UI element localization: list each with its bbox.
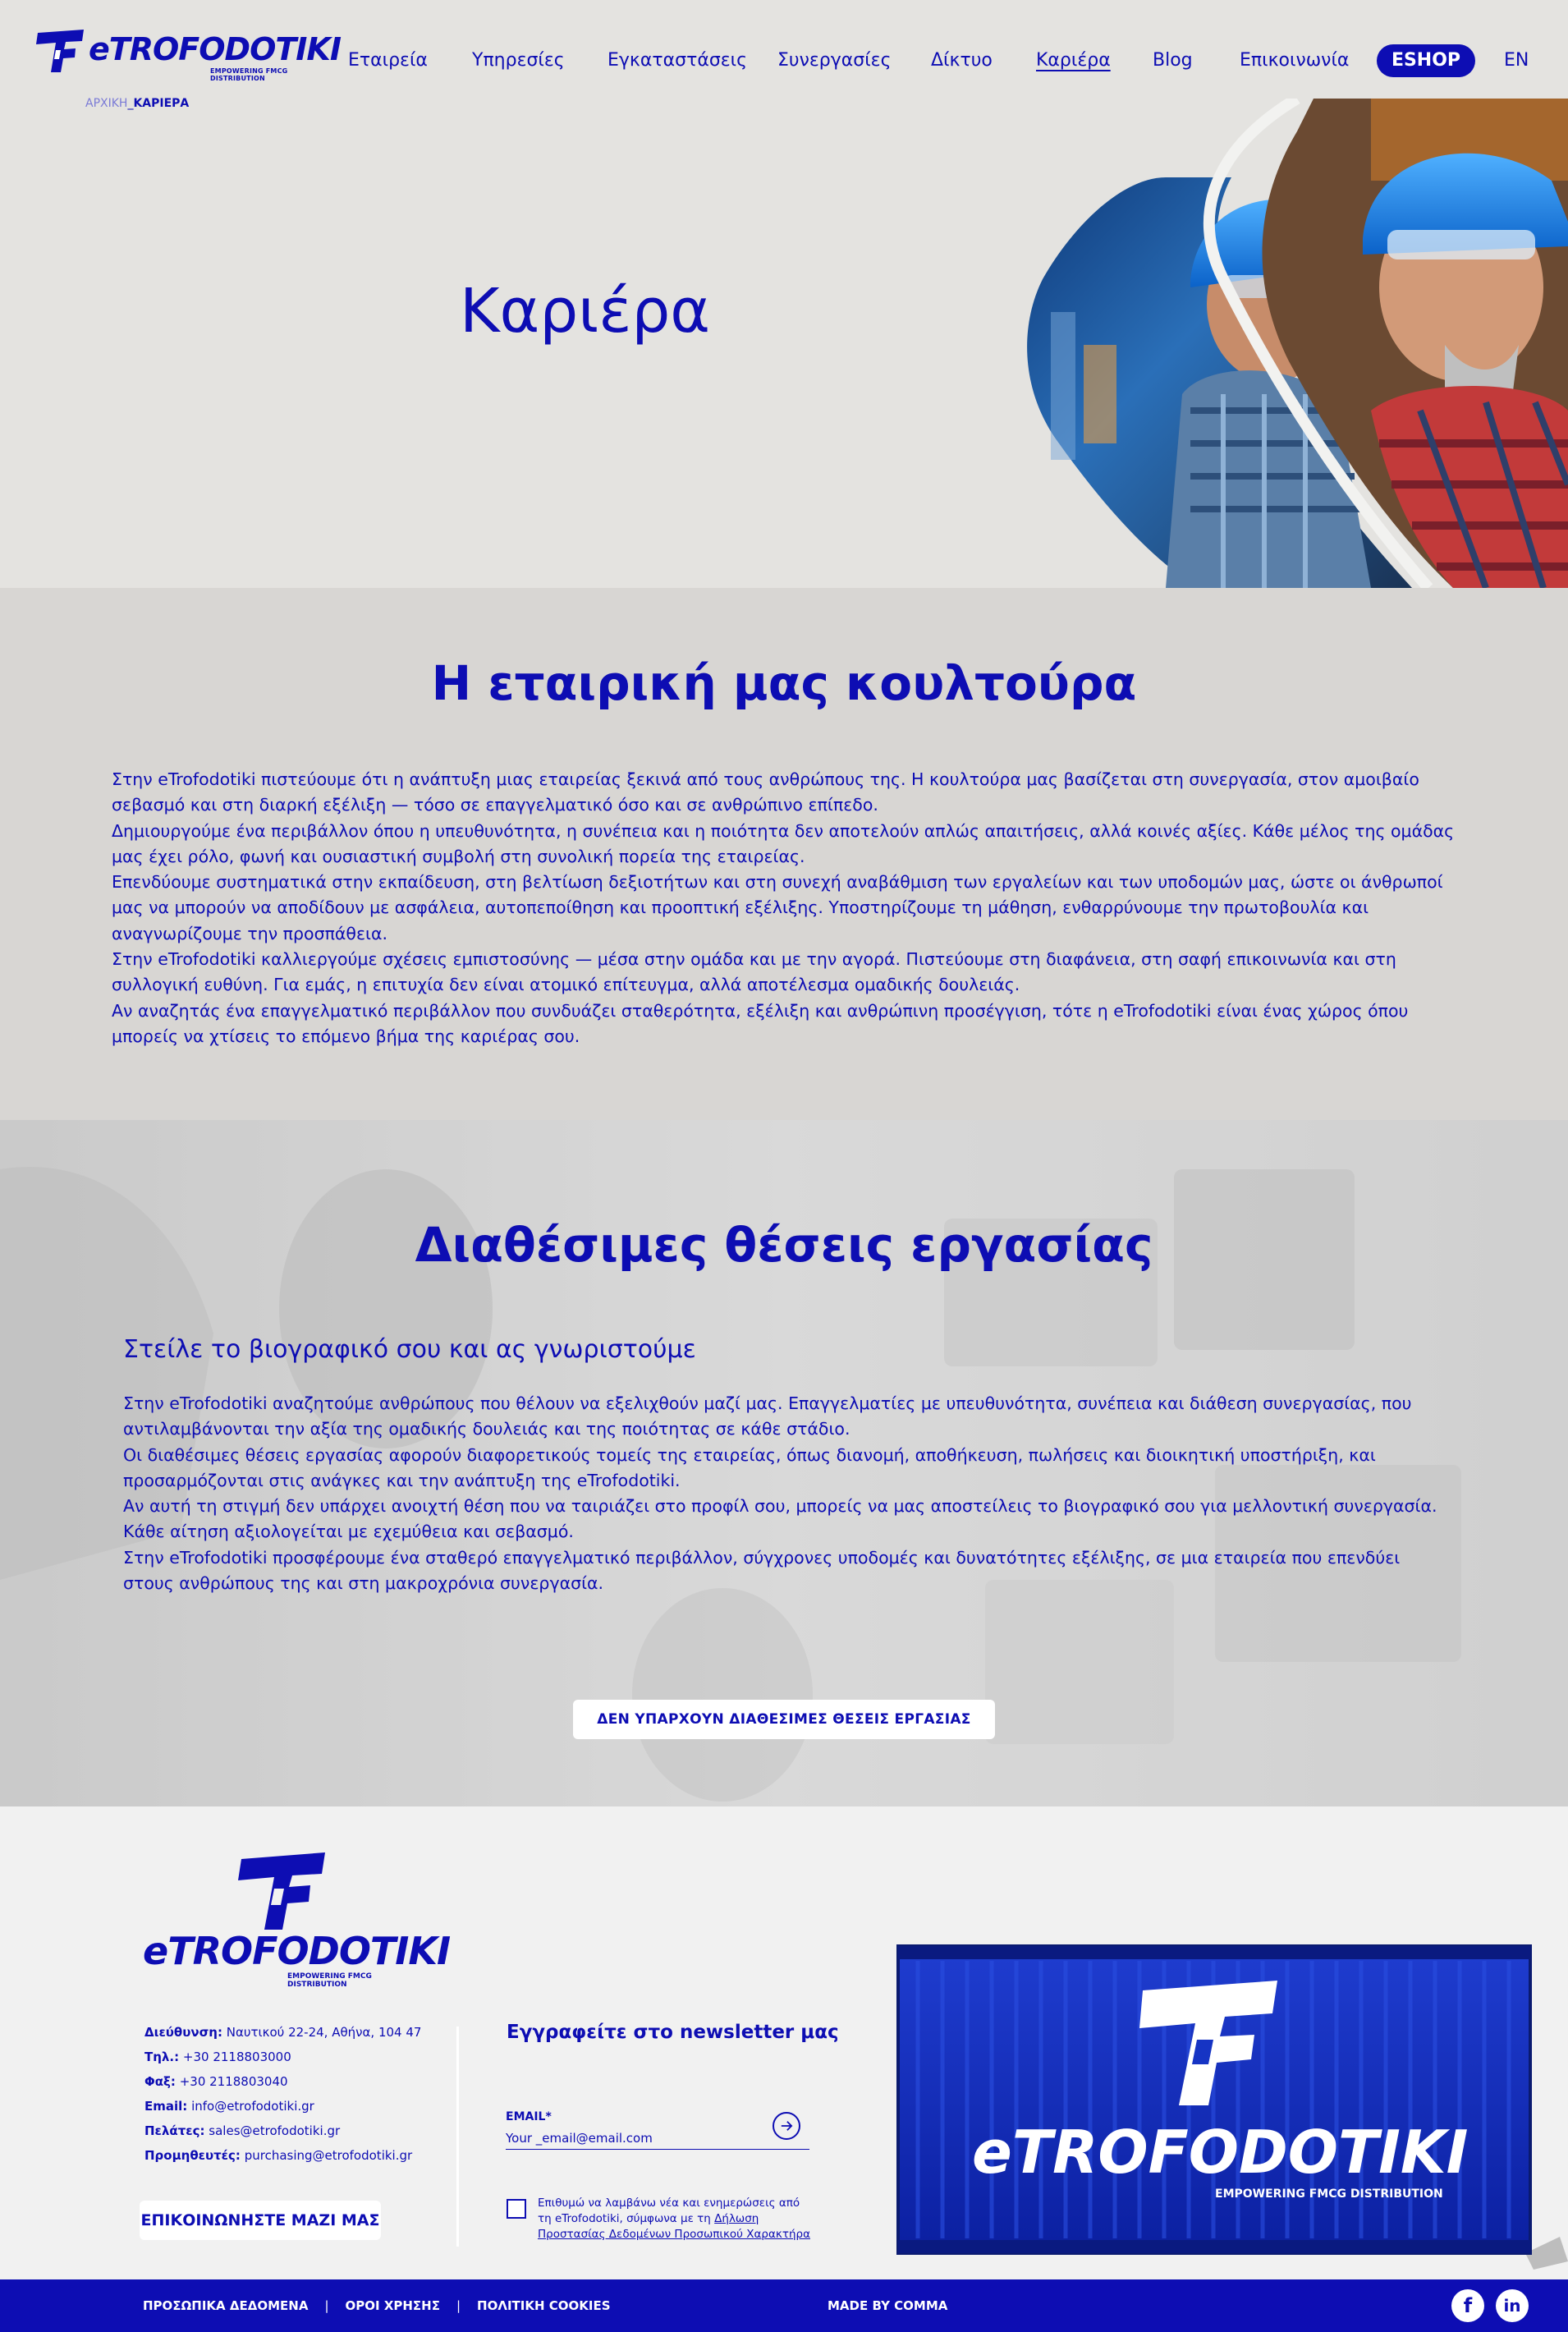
nav-item-contact[interactable]: Επικοινωνία <box>1240 50 1350 71</box>
culture-paragraph: Δημιουργούμε ένα περιβάλλον όπου η υπευθυνότητα, η συνέπεια και η ποιότητα δεν αποτελούν απλώς απαιτήσεις, αλλά κοινές αξίες. Κάθε μέλος της ομάδας μας έχει ρόλο, φωνή και ουσιαστική συμβολή στη συνολική πορεία της εταιρείας. <box>112 820 1455 866</box>
culture-paragraph: Αν αναζητάς ένα επαγγελματικό περιβάλλον που συνδυάζει σταθερότητα, εξέλιξη και ανθρώπινη προσέγγιση, τότε η eTrofodotiki είναι ένας χώρος όπου μπορείς να χτίσεις το επόμενο βήμα της καριέρας σου. <box>112 1000 1409 1046</box>
shipping-container-image <box>893 1941 1568 2270</box>
newsletter-consent-text: Επιθυμώ να λαμβάνω νέα και ενημερώσεις από τη eTrofodotiki, σύμφωνα με τη Δήλωση Προστασίας Δεδομένων Προσωπικού Χαρακτήρα <box>538 2197 810 2241</box>
jobs-paragraph: Αν αυτή τη στιγμή δεν υπάρχει ανοιχτή θέση που να ταιριάζει στο προφίλ σου, μπορείς να μας αποστείλεις το βιογραφικό σου για μελλοντική συνεργασία. Κάθε αίτηση αξιολογείται με εχεμύθεια και σεβασμό. <box>123 1496 1437 1542</box>
jobs-section <box>0 1120 1568 1806</box>
culture-section <box>0 588 1568 1120</box>
nav-item-company[interactable]: Εταιρεία <box>348 50 428 71</box>
culture-text <box>112 767 1458 1049</box>
brand-logo-mark <box>36 28 85 74</box>
jobs-subtitle: Στείλε το βιογραφικό σου και ας γνωριστούμε <box>123 1335 696 1364</box>
breadcrumb-separator: _ <box>127 97 134 110</box>
footer-logo-mark <box>238 1849 328 1931</box>
contact-purchasing-email: Προμηθευτές: purchasing@etrofodotiki.gr <box>144 2148 413 2163</box>
footer-logo-wordmark: eTROFODOTIKI <box>143 1929 451 1973</box>
newsletter-email-input[interactable] <box>506 2127 809 2150</box>
newsletter-consent-checkbox[interactable] <box>507 2199 526 2219</box>
linkedin-icon[interactable]: in <box>1496 2289 1529 2322</box>
link-separator: | <box>324 2298 329 2313</box>
container-brand-text: eTROFODOTIKI <box>972 2118 1469 2187</box>
page-title: Καριέρα <box>460 276 711 347</box>
nav-item-network[interactable]: Δίκτυο <box>931 50 993 71</box>
jobs-text <box>123 1391 1453 1596</box>
nav-item-blog[interactable]: Blog <box>1153 50 1193 71</box>
breadcrumb-home[interactable]: ΑΡΧΙΚΗ <box>85 97 128 110</box>
contact-us-button[interactable]: ΕΠΙΚΟΙΝΩΝΗΣΤΕ ΜΑΖΙ ΜΑΣ <box>140 2201 381 2240</box>
link-cookies[interactable]: ΠΟΛΙΤΙΚΗ COOKIES <box>477 2298 611 2313</box>
contact-fax: Φαξ: +30 2118803040 <box>144 2074 288 2089</box>
link-separator: | <box>456 2298 461 2313</box>
contact-email: Email: info@etrofodotiki.gr <box>144 2099 314 2114</box>
site-footer <box>0 1806 1568 2279</box>
facebook-icon[interactable]: f <box>1451 2289 1484 2322</box>
eshop-button[interactable]: ESHOP <box>1377 44 1475 77</box>
culture-paragraph: Επενδύουμε συστηματικά στην εκπαίδευση, στη βελτίωση δεξιοτήτων και στη συνεχή αναβάθμιση των εργαλείων και των υποδομών μας, ώστε οι άνθρωποί μας να μπορούν να αποδίδουν με ασφάλεια, αυτοπεποίθηση και προοπτική εξέλιξης. Υποστηρίζουμε τη μάθηση, ενθαρρύνουμε την πρωτοβουλία και αναγνωρίζουμε την προσπάθεια. <box>112 872 1443 943</box>
privacy-policy-link[interactable]: Δήλωση Προστασίας Δεδομένων Προσωπικού Χαρακτήρα <box>538 2212 810 2241</box>
container-tagline-text: EMPOWERING FMCG DISTRIBUTION <box>1215 2187 1443 2201</box>
culture-title: Η εταιρική μας κουλτούρα <box>431 655 1137 711</box>
nav-item-career[interactable]: Καριέρα <box>1036 50 1111 71</box>
contact-info <box>144 2020 421 2168</box>
brand-logo-tagline: EMPOWERING FMCG DISTRIBUTION <box>210 67 288 82</box>
hero-workers-image <box>1026 99 1568 588</box>
footer-divider <box>456 2027 459 2247</box>
language-switch[interactable]: EN <box>1504 50 1529 71</box>
made-by-credit[interactable]: MADE BY COMMA <box>828 2298 948 2313</box>
jobs-title: Διαθέσιμες θέσεις εργασίας <box>415 1217 1153 1273</box>
no-jobs-button[interactable]: ΔΕΝ ΥΠΑΡΧΟΥΝ ΔΙΑΘΕΣΙΜΕΣ ΘΕΣΕΙΣ ΕΡΓΑΣΙΑΣ <box>573 1700 995 1739</box>
legal-links <box>143 2279 611 2332</box>
newsletter-submit-arrow-icon[interactable] <box>773 2112 800 2140</box>
footer-logo[interactable] <box>141 1849 451 1989</box>
nav-item-partnerships[interactable]: Συνεργασίες <box>777 50 892 71</box>
newsletter-email-label: EMAIL* <box>506 2110 552 2123</box>
nav-item-facilities[interactable]: Εγκαταστάσεις <box>607 50 748 71</box>
jobs-paragraph: Οι διαθέσιμες θέσεις εργασίας αφορούν διαφορετικούς τομείς της εταιρείας, όπως διανομή, αποθήκευση, πωλήσεις και διοικητική υποστήριξη, και προσαρμόζονται στις ανάγκες και την ανάπτυξη της eTrofodotiki. <box>123 1444 1376 1490</box>
link-terms[interactable]: ΟΡΟΙ ΧΡΗΣΗΣ <box>345 2298 440 2313</box>
footer-bottom-bar <box>0 2279 1568 2332</box>
brand-logo-wordmark: eTROFODOTIKI <box>89 31 342 67</box>
footer-logo-tagline: EMPOWERING FMCG DISTRIBUTION <box>287 1972 372 1989</box>
newsletter-title: Εγγραφείτε στο newsletter μας <box>507 2022 839 2043</box>
jobs-paragraph: Στην eTrofodotiki αναζητούμε ανθρώπους που θέλουν να εξελιχθούν μαζί μας. Επαγγελματίες με υπευθυνότητα, συνέπεια και διάθεση συνεργασίας, που αντιλαμβάνονται την αξία της ομαδικής δουλειάς και της ποιότητας σε κάθε στάδιο. <box>123 1393 1412 1439</box>
contact-phone: Τηλ.: +30 2118803000 <box>144 2050 291 2064</box>
site-header <box>0 0 1568 115</box>
nav-item-services[interactable]: Υπηρεσίες <box>472 50 565 71</box>
jobs-paragraph: Στην eTrofodotiki προσφέρουμε ένα σταθερό επαγγελματικό περιβάλλον, σύγχρονες υποδομές και δυνατότητες εξέλιξης, σε μια εταιρεία που επενδύει στους ανθρώπους της και στη μακροχρόνια συνεργασία. <box>123 1547 1401 1594</box>
brand-logo[interactable] <box>36 26 342 82</box>
contact-sales-email: Πελάτες: sales@etrofodotiki.gr <box>144 2123 341 2138</box>
culture-paragraph: Στην eTrofodotiki πιστεύουμε ότι η ανάπτυξη μιας εταιρείας ξεκινά από τους ανθρώπους της. Η κουλτούρα μας βασίζεται στη συνεργασία, στον αμοιβαίο σεβασμό και στη διαρκή εξέλιξη — τόσο σε επαγγελματικό όσο και σε ανθρώπινο επίπεδο. <box>112 769 1419 815</box>
link-personal-data[interactable]: ΠΡΟΣΩΠΙΚΑ ΔΕΔΟΜΕΝΑ <box>143 2298 309 2313</box>
breadcrumb <box>85 97 189 110</box>
breadcrumb-current: ΚΑΡΙΕΡΑ <box>133 97 190 110</box>
contact-address: Διεύθυνση: Ναυτικού 22-24, Αθήνα, 104 47 <box>144 2025 422 2040</box>
culture-paragraph: Στην eTrofodotiki καλλιεργούμε σχέσεις εμπιστοσύνης — μέσα στην ομάδα και με την αγορά. Πιστεύουμε στη διαφάνεια, στη σαφή επικοινωνία και στη συλλογική ευθύνη. Για εμάς, η επιτυχία δεν είναι ατομικό επίτευγμα, αλλά αποτέλεσμα ομαδικής δουλειάς. <box>112 949 1396 995</box>
